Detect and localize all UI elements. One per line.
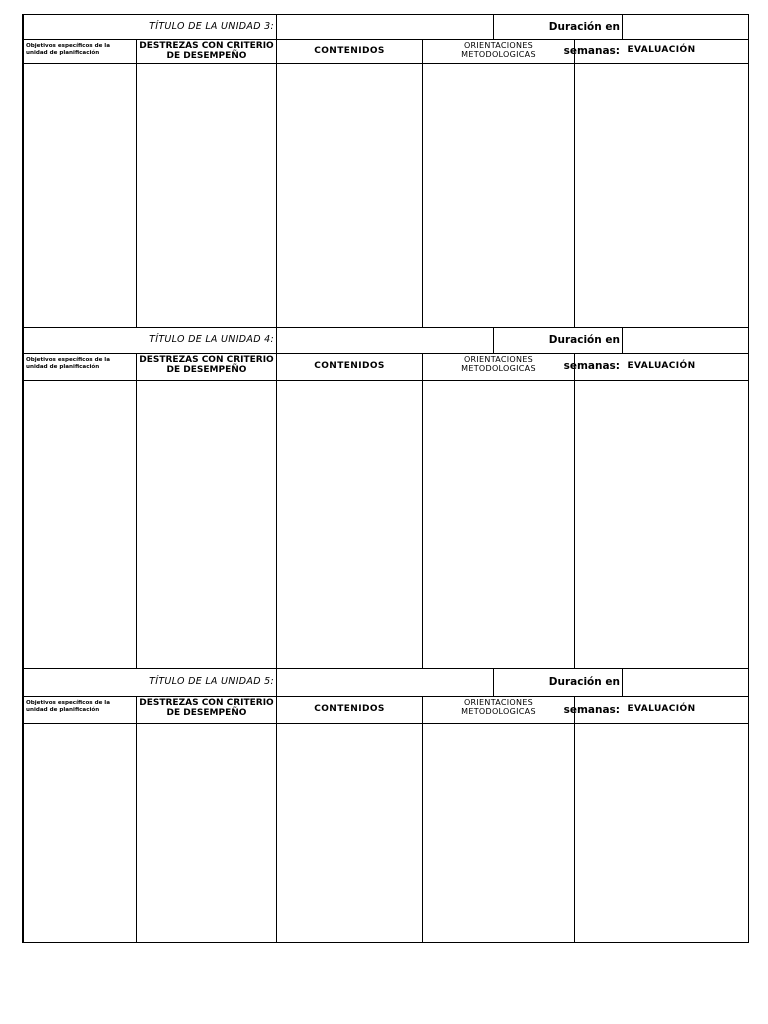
header-contenidos-label: CONTENIDOS <box>314 704 385 714</box>
duration-label: Duración en semanas: <box>494 327 623 353</box>
planning-table <box>22 14 749 943</box>
unit-title-label: TÍTULO DE LA UNIDAD 4: <box>24 327 277 353</box>
cell-destrezas[interactable] <box>137 723 277 942</box>
header-objetivos-line1: Objetivos específicos de la <box>26 357 111 363</box>
header-destrezas <box>137 353 277 380</box>
unit-title-field[interactable] <box>277 668 494 696</box>
header-evaluacion-label: EVALUACIÓN <box>627 45 696 55</box>
header-objetivos-line1: Objetivos específicos de la <box>26 43 111 49</box>
column-header-row <box>24 696 748 724</box>
header-orientaciones <box>423 353 575 380</box>
header-destrezas-line2: DE DESEMPEÑO <box>166 51 247 61</box>
unit-block-5 <box>24 668 748 943</box>
content-row <box>24 380 748 669</box>
header-contenidos-label: CONTENIDOS <box>314 46 385 56</box>
cell-objetivos[interactable] <box>24 723 137 942</box>
cell-orientaciones[interactable] <box>423 380 575 668</box>
cell-evaluacion[interactable] <box>575 63 748 327</box>
header-evaluacion <box>575 696 748 723</box>
header-evaluacion <box>575 39 748 63</box>
cell-contenidos[interactable] <box>277 723 423 942</box>
cell-evaluacion[interactable] <box>575 380 748 668</box>
cell-destrezas[interactable] <box>137 380 277 668</box>
header-evaluacion-label: EVALUACIÓN <box>627 361 696 371</box>
duration-field[interactable] <box>623 15 748 39</box>
header-orientaciones-line1: ORIENTACIONES <box>463 355 534 364</box>
cell-evaluacion[interactable] <box>575 723 748 942</box>
header-objetivos <box>24 39 137 63</box>
duration-label: Duración en semanas: <box>494 668 623 696</box>
header-contenidos <box>277 39 423 63</box>
header-orientaciones <box>423 39 575 63</box>
header-orientaciones-line1: ORIENTACIONES <box>463 41 534 50</box>
unit-title-label: TÍTULO DE LA UNIDAD 5: <box>24 668 277 696</box>
unit-title-field[interactable] <box>277 327 494 353</box>
header-objetivos-line1: Objetivos específicos de la <box>26 700 111 706</box>
duration-field[interactable] <box>623 327 748 353</box>
header-orientaciones-line1: ORIENTACIONES <box>463 698 534 707</box>
unit-title-label: TÍTULO DE LA UNIDAD 3: <box>24 15 277 39</box>
cell-orientaciones[interactable] <box>423 63 575 327</box>
header-orientaciones <box>423 696 575 723</box>
cell-contenidos[interactable] <box>277 380 423 668</box>
header-evaluacion <box>575 353 748 380</box>
header-destrezas-line2: DE DESEMPEÑO <box>166 365 247 375</box>
header-objetivos <box>24 696 137 723</box>
header-objetivos-line2: unidad de planificación <box>26 50 100 56</box>
cell-destrezas[interactable] <box>137 63 277 327</box>
header-contenidos <box>277 353 423 380</box>
content-row <box>24 63 748 328</box>
header-contenidos <box>277 696 423 723</box>
header-destrezas-line1: DESTREZAS CON CRITERIO <box>139 355 274 365</box>
header-destrezas <box>137 696 277 723</box>
duration-label: Duración en semanas: <box>494 15 623 39</box>
cell-orientaciones[interactable] <box>423 723 575 942</box>
header-destrezas <box>137 39 277 63</box>
header-objetivos-line2: unidad de planificación <box>26 364 100 370</box>
header-destrezas-line1: DESTREZAS CON CRITERIO <box>139 698 274 708</box>
header-contenidos-label: CONTENIDOS <box>314 361 385 371</box>
unit-block-4 <box>24 327 748 668</box>
unit-title-field[interactable] <box>277 15 494 39</box>
cell-contenidos[interactable] <box>277 63 423 327</box>
column-header-row <box>24 39 748 64</box>
header-destrezas-line2: DE DESEMPEÑO <box>166 708 247 718</box>
cell-objetivos[interactable] <box>24 380 137 668</box>
header-orientaciones-line2: METODOLOGICAS <box>461 707 536 716</box>
header-orientaciones-line2: METODOLOGICAS <box>461 364 536 373</box>
header-evaluacion-label: EVALUACIÓN <box>627 704 696 714</box>
duration-field[interactable] <box>623 668 748 696</box>
content-row <box>24 723 748 942</box>
header-objetivos-line2: unidad de planificación <box>26 707 100 713</box>
header-orientaciones-line2: METODOLOGICAS <box>461 50 536 59</box>
cell-objetivos[interactable] <box>24 63 137 327</box>
header-destrezas-line1: DESTREZAS CON CRITERIO <box>139 41 274 51</box>
column-header-row <box>24 353 748 381</box>
unit-block-3 <box>24 15 748 327</box>
header-objetivos <box>24 353 137 380</box>
